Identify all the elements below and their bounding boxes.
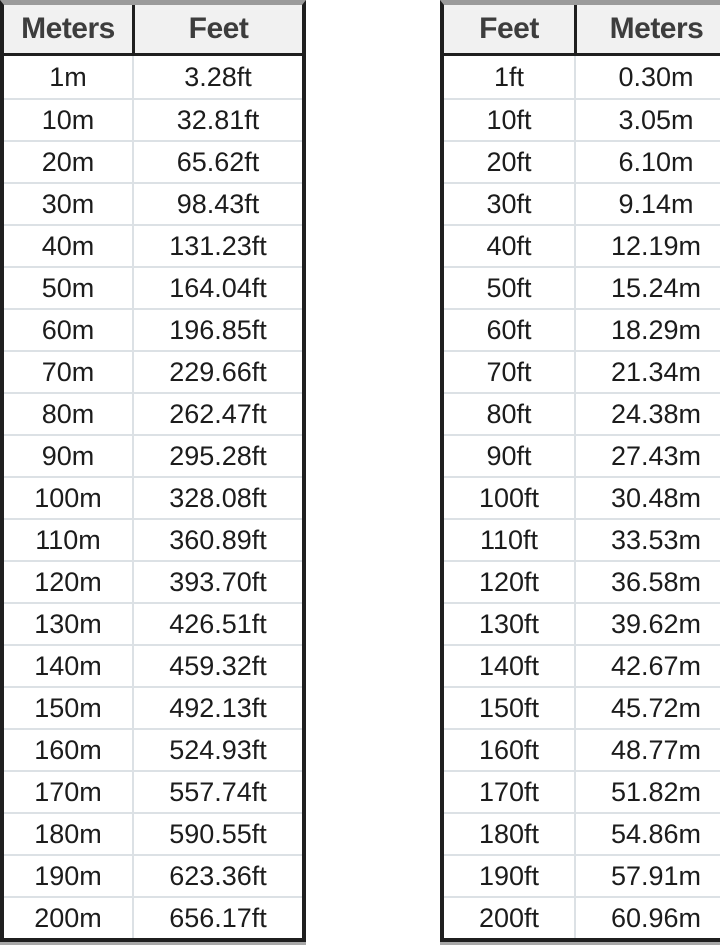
- table-row: [4, 182, 302, 224]
- value-cell-to: 0.30m: [574, 56, 720, 98]
- column-header-feet: Feet: [479, 12, 539, 45]
- value-cell-from: 20m: [41, 146, 95, 177]
- value-cell-to: 12.19m: [574, 226, 720, 266]
- value-cell-to: 98.43ft: [132, 184, 302, 224]
- value-cell-to: 42.67m: [574, 646, 720, 686]
- value-cell-to: 3.28ft: [132, 56, 302, 98]
- value-cell-to: 27.43m: [574, 436, 720, 476]
- value-cell-from: 100ft: [478, 482, 540, 513]
- table-row: [4, 602, 302, 644]
- value-cell-to: 15.24m: [574, 268, 720, 308]
- table-body: [444, 56, 720, 938]
- value-cell-from: 120ft: [478, 566, 540, 597]
- table-row: [4, 476, 302, 518]
- column-header-meters: Meters: [21, 12, 115, 45]
- value-cell-to: 36.58m: [574, 562, 720, 602]
- table-row: [444, 560, 720, 602]
- value-cell-to: 164.04ft: [132, 268, 302, 308]
- table-row: [4, 350, 302, 392]
- value-cell-to: 21.34m: [574, 352, 720, 392]
- value-cell-to: 328.08ft: [132, 478, 302, 518]
- value-cell-from: 140ft: [478, 650, 540, 681]
- table-row: [444, 56, 720, 98]
- table-row: [444, 686, 720, 728]
- table-row: [4, 98, 302, 140]
- value-cell-to: 9.14m: [574, 184, 720, 224]
- table-row: [444, 98, 720, 140]
- value-cell-to: 656.17ft: [132, 898, 302, 938]
- value-cell-to: 557.74ft: [132, 772, 302, 812]
- value-cell-from: 40ft: [486, 230, 532, 261]
- value-cell-from: 200ft: [478, 902, 540, 933]
- value-cell-to: 39.62m: [574, 604, 720, 644]
- value-cell-from: 80ft: [486, 398, 532, 429]
- table-row: [4, 854, 302, 896]
- value-cell-from: 10m: [41, 104, 95, 135]
- table-header-row: [4, 5, 302, 56]
- column-header-meters: Meters: [574, 5, 720, 53]
- value-cell-to: 426.51ft: [132, 604, 302, 644]
- value-cell-from: 180ft: [478, 818, 540, 849]
- value-cell-to: 32.81ft: [132, 100, 302, 140]
- value-cell-to: 196.85ft: [132, 310, 302, 350]
- value-cell-to: 524.93ft: [132, 730, 302, 770]
- table-row: [444, 182, 720, 224]
- table-row: [4, 896, 302, 938]
- value-cell-to: 295.28ft: [132, 436, 302, 476]
- table-row: [444, 770, 720, 812]
- value-cell-from: 60ft: [486, 314, 532, 345]
- table-row: [444, 266, 720, 308]
- value-cell-from: 70ft: [486, 356, 532, 387]
- table-row: [444, 644, 720, 686]
- table-row: [444, 392, 720, 434]
- table-row: [4, 686, 302, 728]
- value-cell-from: 60m: [41, 314, 95, 345]
- value-cell-from: 50m: [41, 272, 95, 303]
- value-cell-from: 1m: [49, 61, 87, 92]
- table-row: [444, 728, 720, 770]
- value-cell-from: 90m: [41, 440, 95, 471]
- value-cell-to: 54.86m: [574, 814, 720, 854]
- table-row: [444, 854, 720, 896]
- value-cell-from: 150ft: [478, 692, 540, 723]
- value-cell-from: 120m: [34, 566, 102, 597]
- value-cell-to: 60.96m: [574, 898, 720, 938]
- value-cell-to: 492.13ft: [132, 688, 302, 728]
- table-header-row: [444, 5, 720, 56]
- table-row: [4, 518, 302, 560]
- table-row: [444, 308, 720, 350]
- table-row: [444, 224, 720, 266]
- value-cell-from: 40m: [41, 230, 95, 261]
- table-row: [444, 140, 720, 182]
- value-cell-from: 200m: [34, 902, 102, 933]
- value-cell-from: 20ft: [486, 146, 532, 177]
- table-row: [444, 476, 720, 518]
- value-cell-from: 110m: [35, 524, 101, 555]
- value-cell-to: 590.55ft: [132, 814, 302, 854]
- value-cell-from: 190ft: [478, 860, 540, 891]
- value-cell-from: 130m: [34, 608, 102, 639]
- value-cell-from: 30m: [41, 188, 95, 219]
- value-cell-to: 6.10m: [574, 142, 720, 182]
- table-row: [4, 560, 302, 602]
- table-row: [4, 224, 302, 266]
- value-cell-from: 1ft: [493, 61, 525, 92]
- value-cell-from: 160ft: [478, 734, 540, 765]
- value-cell-from: 100m: [34, 482, 102, 513]
- table-row: [4, 770, 302, 812]
- value-cell-from: 180m: [34, 818, 102, 849]
- value-cell-to: 24.38m: [574, 394, 720, 434]
- value-cell-from: 150m: [34, 692, 102, 723]
- value-cell-from: 30ft: [486, 188, 532, 219]
- table-row: [444, 602, 720, 644]
- value-cell-to: 45.72m: [574, 688, 720, 728]
- value-cell-to: 48.77m: [574, 730, 720, 770]
- value-cell-from: 170ft: [478, 776, 540, 807]
- value-cell-to: 262.47ft: [132, 394, 302, 434]
- table-row: [4, 812, 302, 854]
- value-cell-from: 190m: [34, 860, 102, 891]
- meters-to-feet-table: [0, 0, 306, 942]
- value-cell-from: 160m: [34, 734, 102, 765]
- value-cell-from: 140m: [34, 650, 102, 681]
- value-cell-to: 65.62ft: [132, 142, 302, 182]
- value-cell-from: 90ft: [486, 440, 532, 471]
- table-row: [4, 434, 302, 476]
- feet-to-meters-table: [440, 0, 720, 942]
- value-cell-from: 110ft: [479, 524, 539, 555]
- value-cell-from: 130ft: [478, 608, 540, 639]
- value-cell-from: 10ft: [486, 104, 532, 135]
- value-cell-to: 360.89ft: [132, 520, 302, 560]
- table-row: [4, 56, 302, 98]
- value-cell-to: 459.32ft: [132, 646, 302, 686]
- table-row: [4, 140, 302, 182]
- table-row: [444, 350, 720, 392]
- table-row: [4, 308, 302, 350]
- value-cell-to: 393.70ft: [132, 562, 302, 602]
- column-header-feet: Feet: [132, 5, 302, 53]
- value-cell-from: 170m: [34, 776, 102, 807]
- value-cell-to: 33.53m: [574, 520, 720, 560]
- table-row: [4, 728, 302, 770]
- table-row: [4, 392, 302, 434]
- value-cell-to: 51.82m: [574, 772, 720, 812]
- value-cell-from: 50ft: [486, 272, 532, 303]
- value-cell-to: 30.48m: [574, 478, 720, 518]
- table-row: [4, 644, 302, 686]
- table-row: [444, 518, 720, 560]
- table-row: [444, 812, 720, 854]
- value-cell-to: 131.23ft: [132, 226, 302, 266]
- table-row: [444, 434, 720, 476]
- value-cell-from: 70m: [41, 356, 95, 387]
- value-cell-to: 623.36ft: [132, 856, 302, 896]
- value-cell-to: 229.66ft: [132, 352, 302, 392]
- value-cell-to: 3.05m: [574, 100, 720, 140]
- value-cell-to: 57.91m: [574, 856, 720, 896]
- value-cell-from: 80m: [41, 398, 95, 429]
- table-row: [444, 896, 720, 938]
- table-row: [4, 266, 302, 308]
- table-body: [4, 56, 302, 938]
- value-cell-to: 18.29m: [574, 310, 720, 350]
